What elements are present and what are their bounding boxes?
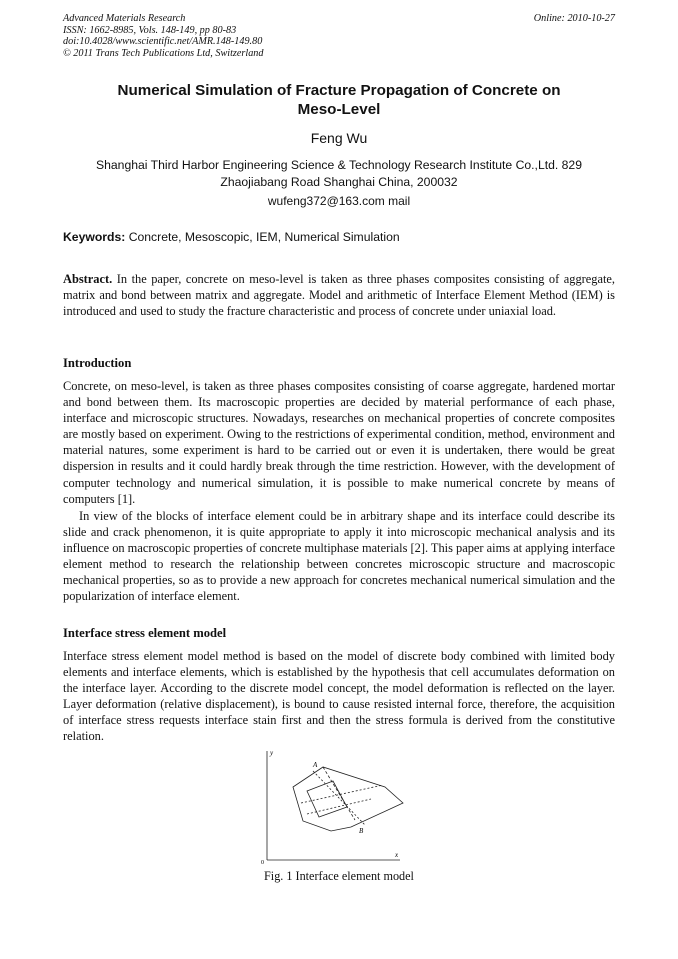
email: wufeng372@163.com mail — [267, 194, 411, 208]
paper-title — [63, 81, 615, 119]
iesm-heading: Interface stress element model — [63, 626, 227, 640]
origin-label: 0 — [261, 860, 264, 865]
affiliation — [63, 157, 615, 190]
intro-paragraph-2: In view of the blocks of interface element could be in arbitrary shape and its interface could describe its slide and crack phenomenon, it is quite appropriate to apply it into microscopic mechanical analysis and its influence on macroscopic properties of concrete multiphase materials [2]. This paper aims at applying interface element method to research the relationship between concretes microscopic structure and macroscopic mechanical properties, so as to provide a new approach for concretes mechanical numerical simulation and the popularization of interface element. — [63, 509, 615, 604]
intro-paragraph-1: Concrete, on meso-level, is taken as three phases composites consisting of coarse aggregate, hardened mortar and bond between them. Its macroscopic properties are decided by material performance of each phase, interface and microscopic structures. Nowadays, researches on mechanical properties of concrete composites are mostly based on experiment. Owing to the restrictions of experimental condition, method, environment and material natures, some experiment is hard to be carried out or even it is undertaken, there would be great dispersion in results and it could hardly break through the time restriction. However, with the development of computer technology and numerical simulation, it is possible to make numerical concrete by means of computers [1]. — [63, 379, 615, 506]
keywords-label: Keywords: — [63, 230, 126, 244]
figure-caption: Fig. 1 Interface element model — [264, 869, 414, 883]
title-line-1: Numerical Simulation of Fracture Propagation of Concrete on — [117, 82, 561, 99]
point-a-label: A — [313, 761, 318, 769]
online-date: Online: 2010-10-27 — [533, 13, 615, 24]
interface-element-figure — [255, 747, 405, 865]
author: Feng Wu — [310, 130, 368, 146]
x-axis-label: x — [395, 851, 399, 859]
interface-line — [323, 767, 355, 820]
keywords — [63, 230, 615, 244]
abstract — [63, 271, 615, 319]
abstract-label: Abstract. — [63, 272, 113, 286]
point-b-label: B — [359, 827, 364, 835]
inner-element — [307, 781, 347, 817]
affiliation-line-1: Shanghai Third Harbor Engineering Science & Technology Research Institute Co.,Ltd. 829 — [96, 158, 582, 172]
keywords-text: Concrete, Mesoscopic, IEM, Numerical Simulation — [125, 230, 400, 244]
journal-header — [63, 13, 615, 59]
affiliation-line-2: Zhaojiabang Road Shanghai China, 200032 — [220, 174, 458, 189]
journal-name: Advanced Materials Research — [63, 13, 186, 24]
element-boundary — [293, 767, 403, 831]
title-line-2: Meso-Level — [297, 101, 381, 118]
y-axis-label: y — [270, 749, 274, 757]
abstract-text: In the paper, concrete on meso-level is taken as three phases composites consisting of aggregate, matrix and bond between matrix and aggregate. Model and arithmetic of Interface Element Method (IEM) is introduced and used to study the fracture characteristic and process of concrete under uniaxial load. — [63, 272, 615, 319]
intro-heading: Introduction — [63, 356, 132, 370]
iesm-paragraph-1: Interface stress element model method is based on the model of discrete body combined with limited body elements and interface elements, which is established by the hypothesis that cell accumulates deformation on the interface layer. According to the discrete model concept, the model deformation is reflected on the layer. Layer deformation (relative displacement), is bound to cause resisted internal force, therefore, the acquisition of interface stress requests interface stain first and then the stress formula is derived from the constitutive relation. — [63, 649, 615, 744]
issn: ISSN: 1662-8985, Vols. 148-149, pp 80-83 — [63, 24, 237, 36]
copyright: © 2011 Trans Tech Publications Ltd, Switzerland — [63, 47, 264, 59]
doi: doi:10.4028/www.scientific.net/AMR.148-149.80 — [63, 36, 263, 47]
